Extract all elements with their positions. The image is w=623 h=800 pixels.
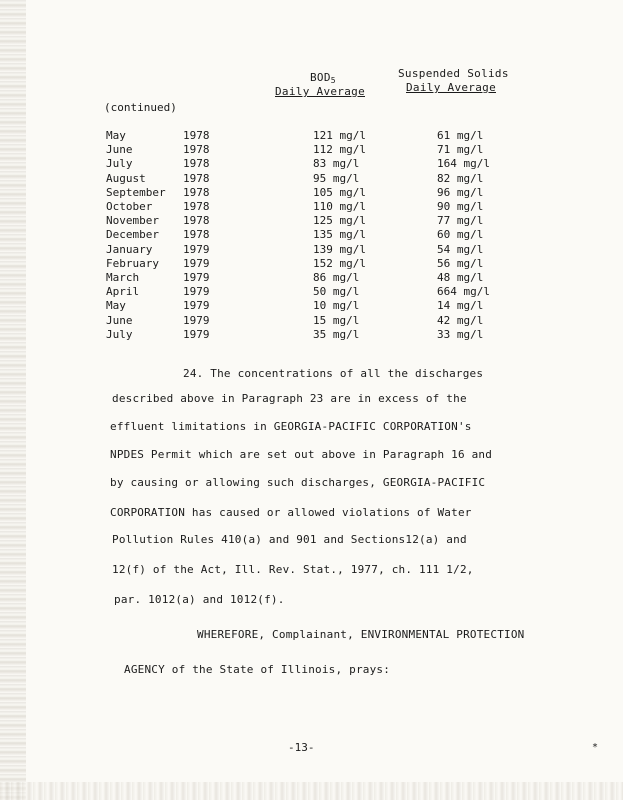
cell-bod: 135 mg/l [313, 228, 366, 242]
table-row [0, 314, 623, 328]
cell-year: 1978 [183, 185, 210, 199]
cell-bod: 139 mg/l [313, 242, 366, 256]
paragraph-line: Pollution Rules 410(a) and 901 and Sections12(a) and [112, 533, 467, 546]
table-row [0, 143, 623, 157]
cell-year: 1979 [183, 299, 210, 313]
wherefore-line: AGENCY of the State of Illinois, prays: [124, 663, 391, 676]
paragraph-line: par. 1012(a) and 1012(f). [114, 593, 285, 606]
bod-label: BOD [310, 71, 331, 84]
table-row [0, 214, 623, 228]
cell-bod: 83 mg/l [313, 157, 360, 171]
cell-month: January [106, 242, 153, 256]
table-row [0, 243, 623, 257]
paragraph-line: described above in Paragraph 23 are in excess of the [112, 392, 467, 405]
cell-year: 1978 [183, 157, 210, 171]
cell-month: December [106, 228, 159, 242]
cell-year: 1979 [183, 271, 210, 284]
cell-month: June [106, 313, 133, 327]
table-row [0, 186, 623, 200]
cell-month: May [106, 129, 126, 142]
table-row [0, 328, 623, 342]
cell-bod: 110 mg/l [313, 200, 366, 213]
cell-month: July [106, 327, 133, 341]
cell-ss: 82 mg/l [437, 171, 484, 185]
cell-year: 1978 [183, 129, 210, 142]
cell-year: 1979 [183, 256, 210, 270]
cell-ss: 61 mg/l [437, 129, 484, 142]
paragraph-line: 24. The concentrations of all the discharges [183, 367, 484, 380]
cell-ss: 90 mg/l [437, 200, 484, 213]
cell-bod: 10 mg/l [313, 299, 360, 313]
cell-ss: 71 mg/l [437, 143, 484, 157]
table-row [0, 228, 623, 242]
scan-edge-left [0, 0, 26, 800]
ss-header: Suspended Solids [398, 67, 509, 80]
cell-month: July [106, 157, 133, 171]
table-row [0, 285, 623, 299]
bod-header [310, 71, 336, 85]
cell-ss: 33 mg/l [437, 327, 484, 341]
table-row [0, 257, 623, 271]
cell-ss: 56 mg/l [437, 256, 484, 270]
cell-bod: 35 mg/l [313, 327, 360, 341]
cell-month: September [106, 185, 166, 199]
cell-bod: 125 mg/l [313, 214, 366, 228]
page-number: -13- [288, 741, 315, 754]
cell-year: 1979 [183, 327, 210, 341]
cell-ss: 60 mg/l [437, 228, 484, 242]
cell-month: August [106, 171, 146, 185]
cell-ss: 96 mg/l [437, 185, 484, 199]
cell-ss: 14 mg/l [437, 299, 484, 313]
cell-year: 1979 [183, 313, 210, 327]
bod-subscript: 5 [330, 76, 336, 85]
continued-label: (continued) [104, 101, 177, 114]
table-row [0, 129, 623, 143]
cell-year: 1978 [183, 200, 210, 213]
cell-bod: 121 mg/l [313, 129, 366, 142]
paragraph-line: NPDES Permit which are set out above in Paragraph 16 and [110, 448, 493, 461]
table-row [0, 172, 623, 186]
cell-year: 1978 [183, 214, 210, 228]
paragraph-line: effluent limitations in GEORGIA-PACIFIC CORPORATION's [110, 420, 472, 433]
cell-ss: 164 mg/l [437, 157, 490, 171]
cell-month: March [106, 271, 140, 284]
cell-ss: 54 mg/l [437, 242, 484, 256]
cell-year: 1978 [183, 143, 210, 157]
paragraph-line: by causing or allowing such discharges, GEORGIA-PACIFIC [110, 476, 486, 489]
cell-month: November [106, 214, 159, 228]
cell-bod: 152 mg/l [313, 256, 366, 270]
cell-month: June [106, 143, 133, 157]
table-row [0, 157, 623, 171]
cell-month: February [106, 256, 159, 270]
corner-mark: * [592, 742, 599, 753]
cell-ss: 48 mg/l [437, 271, 484, 284]
cell-month: April [106, 285, 140, 299]
cell-bod: 112 mg/l [313, 143, 366, 157]
cell-year: 1979 [183, 242, 210, 256]
cell-bod: 86 mg/l [313, 271, 360, 284]
scan-edge-bottom [0, 782, 623, 800]
cell-bod: 95 mg/l [313, 171, 360, 185]
cell-month: May [106, 299, 126, 313]
cell-month: October [106, 200, 153, 213]
cell-bod: 105 mg/l [313, 185, 366, 199]
cell-ss: 42 mg/l [437, 313, 484, 327]
table-row [0, 271, 623, 285]
ss-caption: Daily Average [406, 81, 496, 94]
paragraph-line: CORPORATION has caused or allowed violations of Water [110, 506, 472, 519]
cell-ss: 664 mg/l [437, 285, 490, 299]
wherefore-line: WHEREFORE, Complainant, ENVIRONMENTAL PROTECTION [197, 628, 525, 641]
cell-bod: 50 mg/l [313, 285, 360, 299]
bod-caption: Daily Average [275, 85, 365, 98]
cell-ss: 77 mg/l [437, 214, 484, 228]
cell-year: 1978 [183, 228, 210, 242]
cell-year: 1978 [183, 171, 210, 185]
table-row [0, 200, 623, 214]
cell-year: 1979 [183, 285, 210, 299]
cell-bod: 15 mg/l [313, 313, 360, 327]
table-row [0, 299, 623, 313]
paragraph-line: 12(f) of the Act, Ill. Rev. Stat., 1977, ch. 111 1/2, [112, 563, 474, 576]
